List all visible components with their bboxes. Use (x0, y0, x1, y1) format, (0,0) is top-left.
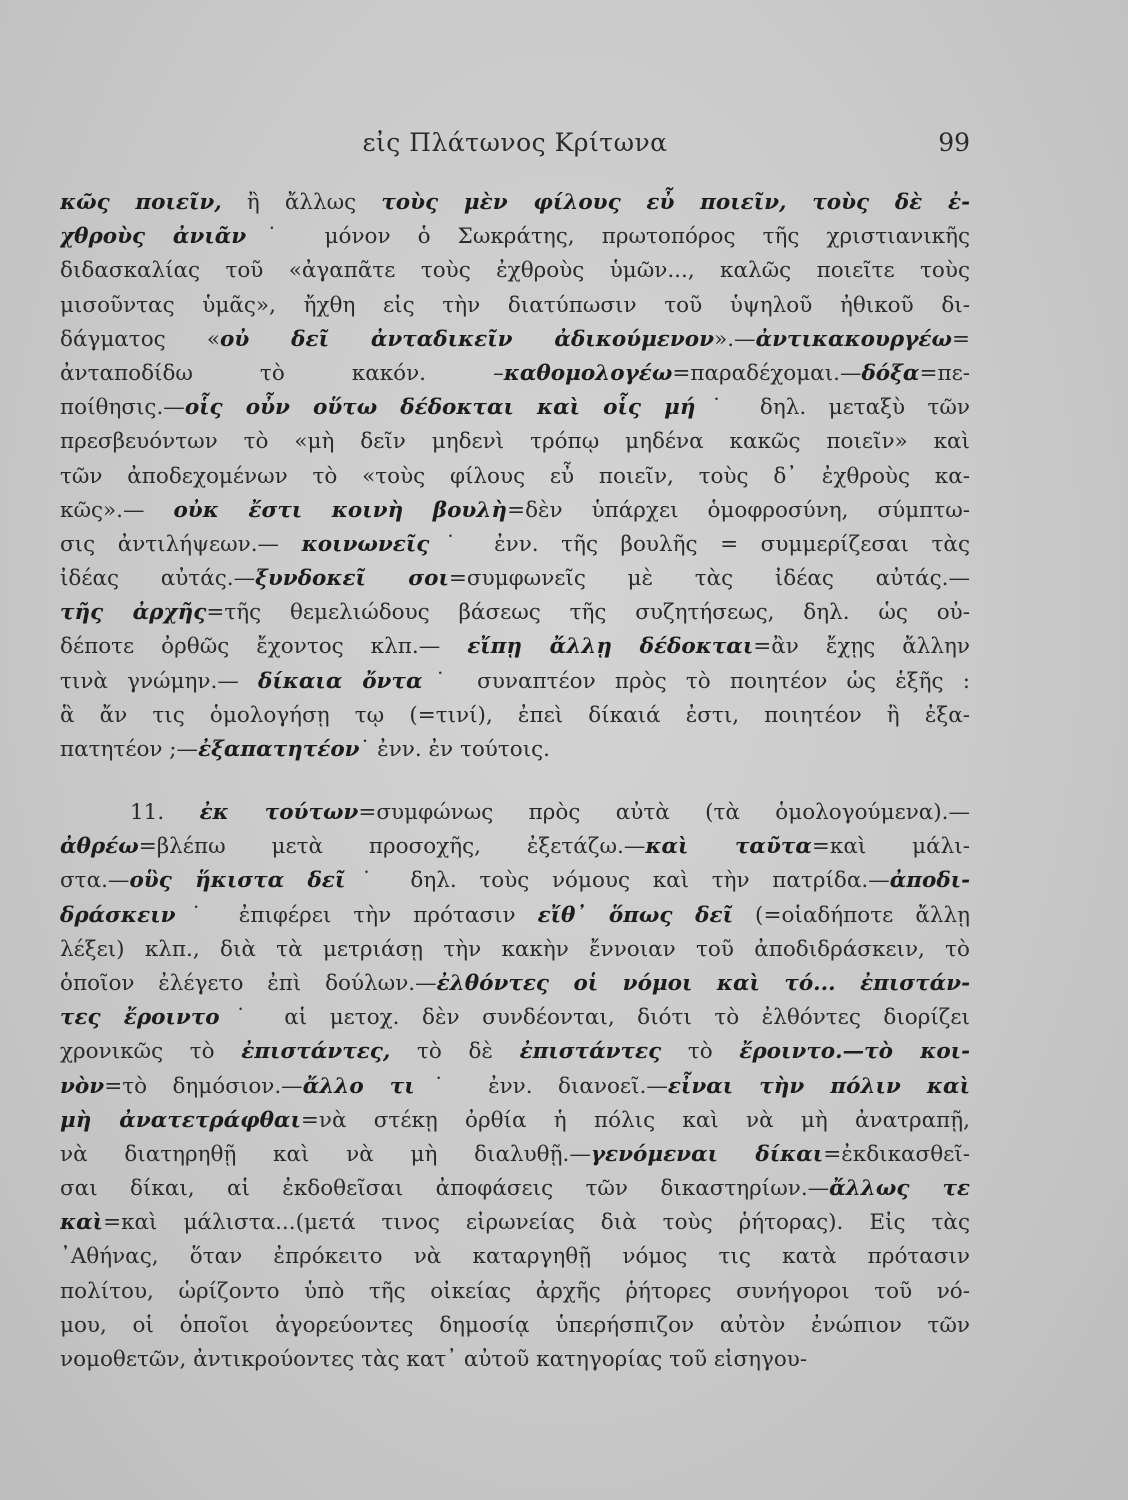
lemma-term: εἴθ᾽ ὅπως δεῖ (537, 902, 733, 928)
gloss-text: ἢ ἄλλως (221, 190, 382, 215)
gloss-text: πρεσβευόντων τὸ «μὴ δεῖν μηδενὶ τρόπῳ μηδένα κακῶς ποιεῖν» καὶ (60, 429, 970, 455)
lemma-term: εἴπῃ ἄλλῃ δέδοκται (467, 634, 754, 660)
lemma-term: εἶναι τὴν πόλιν καὶ (667, 1073, 970, 1099)
gloss-text: ᾽Αθήνας, ὅταν ἐπρόκειτο νὰ καταργηθῇ νόμος τις κατὰ πρότασιν (60, 1244, 970, 1270)
text-line (60, 933, 970, 967)
text-line (60, 1343, 970, 1377)
text-line (60, 1104, 970, 1138)
lemma-term: κοινωνεῖς (301, 531, 430, 557)
gloss-text: ˙ ἐπιφέρει τὴν πρότασιν (175, 902, 538, 928)
gloss-text: =βλέπω μετὰ προσοχῆς, ἐξετάζω.— (138, 834, 646, 860)
text-line (60, 699, 970, 733)
lemma-term: ἀθρέω (60, 834, 139, 860)
text-line (60, 289, 970, 323)
gloss-text: τινὰ γνώμην.— (60, 668, 259, 694)
gloss-text: διδασκαλίας τοῦ «ἀγαπᾶτε τοὺς ἐχθροὺς ὑμῶν..., καλῶς ποιεῖτε τοὺς (60, 258, 970, 284)
text-line (60, 460, 970, 494)
lemma-term: ἔροιντο.—τὸ κοι- (739, 1039, 970, 1065)
text-line (60, 357, 970, 391)
gloss-text: πολίτου, ὡρίζοντο ὑπὸ τῆς οἰκείας ἀρχῆς ῥήτορες συνήγοροι τοῦ νό- (60, 1278, 970, 1304)
gloss-text: =καὶ μάλι- (811, 834, 970, 860)
gloss-text: ὁποῖον ἐλέγετο ἐπὶ δούλων.— (60, 970, 437, 996)
text-line (60, 1275, 970, 1309)
lemma-term: ἄλλως τε (829, 1176, 970, 1202)
gloss-text: = (951, 326, 970, 352)
text-line (60, 665, 970, 699)
lemma-term: τοὺς μὲν φίλους εὖ ποιεῖν, τοὺς δὲ ἐ- (381, 190, 970, 215)
lemma-term: ἀντικακουργέω (755, 326, 952, 352)
text-line (60, 323, 970, 357)
text-line (60, 254, 970, 288)
gloss-text: ἀνταποδίδω τὸ κακόν. – (60, 360, 504, 386)
gloss-text: (=οἱαδήποτε ἄλλῃ (733, 902, 970, 928)
gloss-text: σαι δίκαι, αἱ ἐκδοθεῖσαι ἀποφάσεις τῶν δικαστηρίων.— (60, 1176, 830, 1202)
gloss-text: =δὲν ὑπάρχει ὁμοφροσύνη, σύμπτω- (507, 497, 970, 523)
gloss-text: δάγματος « (60, 326, 221, 352)
lemma-term: καὶ (60, 1210, 104, 1236)
gloss-text: στα.— (60, 868, 130, 894)
lemma-term: τῆς ἀρχῆς (60, 600, 207, 626)
text-line (60, 967, 970, 1001)
gloss-text: μου, οἱ ὁποῖοι ἀγορεύοντες δημοσίᾳ ὑπερήσπιζον αὐτὸν ἐνώπιον τῶν (60, 1312, 970, 1338)
gloss-text: =τὸ δημόσιον.— (104, 1073, 303, 1099)
text-line (60, 630, 970, 664)
gloss-text: πατητέον ;— (60, 737, 199, 762)
text-line (60, 1172, 970, 1206)
gloss-text: =νὰ στέκῃ ὀρθία ἡ πόλις καὶ νὰ μὴ ἀνατραπῇ, (300, 1107, 970, 1133)
lemma-term: καθομολογέω (503, 360, 673, 386)
commentary-paragraph-2 (60, 796, 970, 1377)
commentary-paragraph-1 (60, 186, 970, 767)
lemma-term: δράσκειν (60, 902, 176, 928)
text-line (60, 733, 970, 767)
lemma-term: χθροὺς ἀνιᾶν (60, 224, 247, 250)
gloss-text: =τῆς θεμελιώδους βάσεως τῆς συζητήσεως, δηλ. ὡς οὐ- (206, 600, 970, 626)
text-line (60, 528, 970, 562)
text-line (60, 1138, 970, 1172)
gloss-text: =ἂν ἔχῃς ἄλλην (753, 634, 970, 660)
lemma-term: ἐκ τούτων (199, 800, 359, 825)
gloss-text: δέποτε ὀρθῶς ἔχοντος κλπ.— (60, 634, 468, 660)
lemma-term: ἐπιστάντες (519, 1039, 662, 1065)
lemma-term: καὶ ταῦτα (645, 834, 812, 860)
lemma-term: ξυνδοκεῖ σοι (255, 566, 449, 592)
lemma-term: δόξα (861, 360, 920, 386)
gloss-text: ˙ μόνον ὁ Σωκράτης, πρωτοπόρος τῆς χριστιανικῆς (246, 224, 970, 250)
gloss-text: ˙ δηλ. τοὺς νόμους καὶ τὴν πατρίδα.— (345, 868, 890, 894)
text-line (60, 1035, 970, 1069)
gloss-text: τῶν ἀποδεχομένων τὸ «τοὺς φίλους εὖ ποιεῖν, τοὺς δ᾽ ἐχθροὺς κα- (60, 463, 970, 489)
gloss-text: νὰ διατηρηθῇ καὶ νὰ μὴ διαλυθῇ.— (60, 1141, 591, 1167)
gloss-text: λέξει) κλπ., διὰ τὰ μετριάσῃ τὴν κακὴν ἔννοιαν τοῦ ἀποδιδράσκειν, τὸ (60, 936, 970, 962)
gloss-text: =συμφωνεῖς μὲ τὰς ἰδέας αὐτάς.— (448, 566, 970, 592)
text-line (60, 494, 970, 528)
lemma-term: ἐξαπατητέον (198, 737, 360, 762)
text-line (60, 596, 970, 630)
gloss-text: 11. (130, 800, 200, 825)
gloss-text: =καὶ μάλιστα...(μετά τινος εἰρωνείας διὰ τοὺς ῥήτορας). Εἰς τὰς (103, 1210, 970, 1236)
text-line (60, 1309, 970, 1343)
text-line (60, 796, 970, 830)
gloss-text: κῶς».— (60, 497, 174, 523)
lemma-term: οὐ δεῖ ἀνταδικεῖν ἀδικούμενον (220, 326, 715, 352)
gloss-text: =ἐκδικασθεῖ- (823, 1141, 970, 1167)
gloss-text: =συμφώνως πρὸς αὐτὰ (τὰ ὁμολογούμενα).— (358, 800, 970, 825)
gloss-text: χρονικῶς τὸ (60, 1039, 242, 1065)
lemma-term: κῶς ποιεῖν, (60, 190, 222, 215)
gloss-text: ἃ ἄν τις ὁμολογήσῃ τῳ (=τινί), ἐπεὶ δίκαιά ἐστι, ποιητέον ἢ ἐξα- (60, 702, 970, 728)
text-line (60, 864, 970, 898)
lemma-term: ἀποδι- (889, 868, 970, 894)
text-line (60, 186, 970, 220)
lemma-term: τες ἔροιντο (60, 1005, 220, 1031)
gloss-text: ˙ ἐνν. τῆς βουλῆς = συμμερίζεσαι τὰς (429, 531, 970, 557)
gloss-text: ˙ συναπτέον πρὸς τὸ ποιητέον ὡς ἑξῆς : (422, 668, 970, 694)
text-line (60, 1001, 970, 1035)
running-head (60, 128, 970, 164)
gloss-text: =παραδέχομαι.— (672, 360, 862, 386)
text-line (60, 220, 970, 254)
running-title: εἰς Πλάτωνος Κρίτωνα (362, 128, 668, 157)
gloss-text: ˙ ἐνν. ἐν τούτοις. (359, 737, 551, 762)
gloss-text: ˙ ἐνν. διανοεῖ.— (414, 1073, 668, 1099)
text-line (60, 899, 970, 933)
text-line (60, 562, 970, 596)
gloss-text: =πε- (919, 360, 970, 386)
lemma-term: οἷς οὖν οὕτω δέδοκται καὶ οἷς μή (184, 395, 696, 421)
gloss-text: ».— (714, 326, 756, 352)
text-line (60, 425, 970, 459)
gloss-text: ποίθησις.— (60, 395, 185, 421)
text-line (60, 1240, 970, 1274)
text-line (60, 1070, 970, 1104)
gloss-text: ἰδέας αὐτάς.— (60, 566, 256, 592)
gloss-text: σις ἀντιλήψεων.— (60, 531, 302, 557)
gloss-text: τὸ δὲ (390, 1039, 520, 1065)
lemma-term: οὐκ ἔστι κοινὴ βουλὴ (173, 497, 508, 523)
gloss-text: τὸ (661, 1039, 740, 1065)
lemma-term: οὓς ἥκιστα δεῖ (129, 868, 346, 894)
gloss-text: μισοῦντας ὑμᾶς», ἤχθη εἰς τὴν διατύπωσιν τοῦ ὑψηλοῦ ἠθικοῦ δι- (60, 292, 970, 318)
gloss-text: νομοθετῶν, ἀντικρούοντες τὰς κατ᾽ αὐτοῦ κατηγορίας τοῦ εἰσηγου- (60, 1347, 808, 1372)
lemma-term: δίκαια ὄντα (258, 668, 423, 694)
page-number: 99 (938, 128, 970, 157)
text-line (60, 391, 970, 425)
lemma-term: ἐπιστάντες, (241, 1039, 391, 1065)
text-line (60, 1206, 970, 1240)
lemma-term: ἐλθόντες οἱ νόμοι καὶ τό... ἐπιστάν- (436, 970, 970, 996)
lemma-term: ἄλλο τι (302, 1073, 415, 1099)
gloss-text: ˙ δηλ. μεταξὺ τῶν (695, 395, 970, 421)
lemma-term: νὸν (60, 1073, 105, 1099)
lemma-term: γενόμεναι δίκαι (590, 1141, 824, 1167)
lemma-term: μὴ ἀνατετράφθαι (60, 1107, 301, 1133)
gloss-text: ˙ αἱ μετοχ. δὲν συνδέονται, διότι τὸ ἐλθόντες διορίζει (219, 1005, 970, 1031)
text-line (60, 830, 970, 864)
